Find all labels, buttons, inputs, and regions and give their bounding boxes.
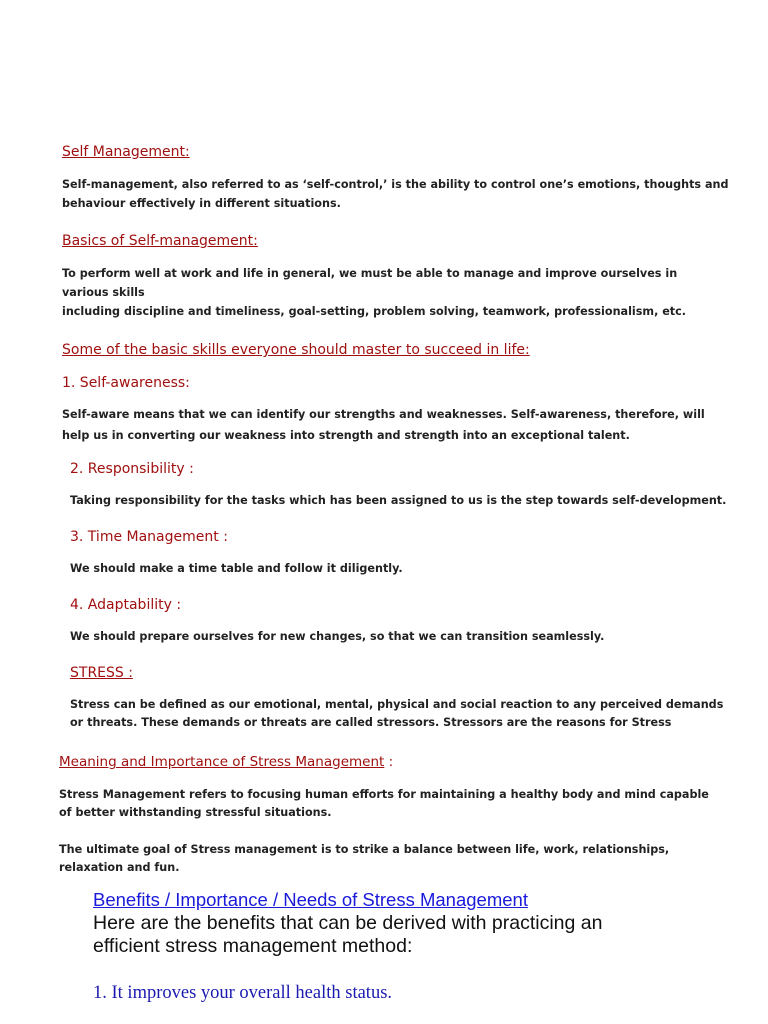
benefits-link[interactable]: Benefits / Importance / Needs of Stress Management <box>93 889 528 910</box>
skill-responsibility-title: 2. Responsibility : <box>70 461 194 477</box>
skill-self-awareness-line-1: Self-aware means that we can identify our strengths and weaknesses. Self-awareness, therefore, will <box>62 408 705 421</box>
stress-line-2: or threats. These demands or threats are called stressors. Stressors are the reasons for Stress <box>70 716 672 729</box>
meaning-para-1-line-1: Stress Management refers to focusing human efforts for maintaining a healthy body and mind capable <box>59 788 709 801</box>
basics-line-3: including discipline and timeliness, goal-setting, problem solving, teamwork, professionalism, etc. <box>62 305 687 318</box>
benefits-item-1: 1. It improves your overall health status. <box>93 983 393 1003</box>
meaning-para-1-line-2: of better withstanding stressful situations. <box>59 806 332 819</box>
skill-self-awareness-line-2: help us in converting our weakness into strength and strength into an exceptional talent. <box>62 429 630 442</box>
skill-adaptability-line-1: We should prepare ourselves for new changes, so that we can transition seamlessly. <box>70 630 605 643</box>
self-management-text: Self-management, also referred to as ‘self-control,’ is the ability to control one’s emotions, thoughts and behaviour effectively in different situations. <box>62 178 729 210</box>
meaning-heading <box>59 754 393 770</box>
basics-heading: Basics of Self-management: <box>62 233 258 249</box>
skill-adaptability-title: 4. Adaptability : <box>70 597 182 613</box>
skill-responsibility-line-1: Taking responsibility for the tasks which has been assigned to us is the step towards self-development. <box>70 494 727 507</box>
benefits-line-1: Here are the benefits that can be derived with practicing an <box>93 912 603 934</box>
skills-heading: Some of the basic skills everyone should master to succeed in life: <box>62 342 530 358</box>
skill-time-management-line-1: We should make a time table and follow it diligently. <box>70 562 403 575</box>
benefits-line-2: efficient stress management method: <box>93 935 413 957</box>
basics-line-1: To perform well at work and life in general, we must be able to manage and improve ourselves in <box>62 267 678 280</box>
meaning-heading-colon: : <box>384 754 394 770</box>
skill-self-awareness-title: 1. Self-awareness: <box>62 375 190 391</box>
self-management-heading: Self Management: <box>62 144 190 160</box>
meaning-para-2-line-2: relaxation and fun. <box>59 861 180 874</box>
meaning-heading-text: Meaning and Importance of Stress Management <box>59 754 385 770</box>
stress-heading: STRESS : <box>70 665 133 681</box>
meaning-para-2-line-1: The ultimate goal of Stress management is to strike a balance between life, work, relationships, <box>59 843 670 856</box>
skill-time-management-title: 3. Time Management : <box>70 529 228 545</box>
stress-line-1: Stress can be defined as our emotional, mental, physical and social reaction to any perceived demands <box>70 698 724 711</box>
basics-line-2: various skills <box>62 286 145 299</box>
